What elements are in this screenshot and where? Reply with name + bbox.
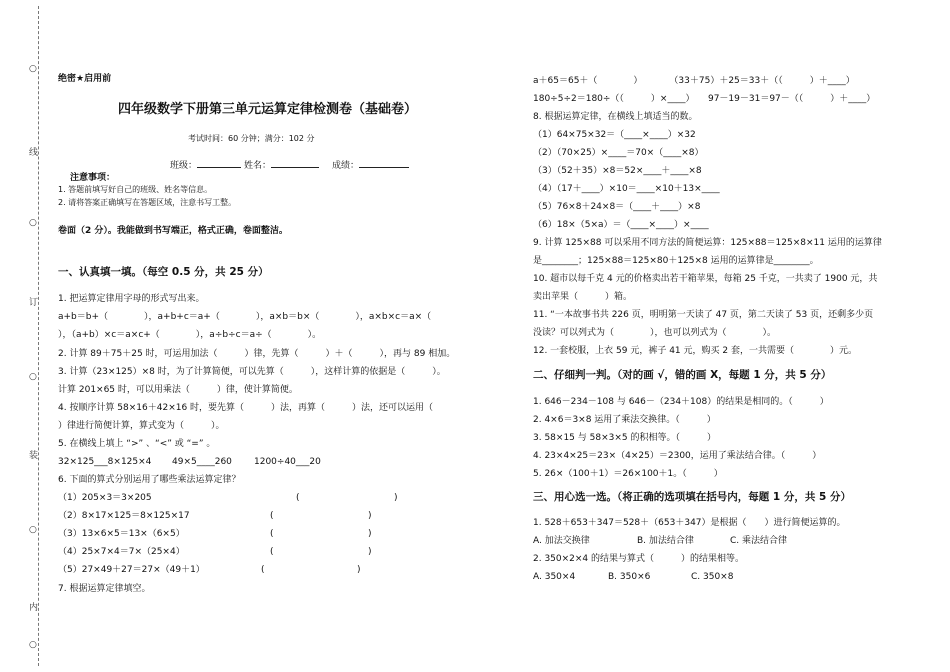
q1-line-b: ），（a+b）×c＝a×c+（ ），a÷b÷c＝a÷（ ）。 (58, 330, 322, 340)
binding-label-zhuang: 装 (29, 451, 39, 461)
q5: 5. 在横线上填上 “>” 、“<” 或 “=” 。 (58, 439, 216, 449)
choice-1-option-b[interactable]: B. 加法结合律 (637, 536, 694, 546)
judge-1: 1. 646－234－108 与 646－（234＋108）的结果是相同的。（ ） (533, 397, 829, 407)
q8: 8. 根据运算定律，在横线上填适当的数。 (533, 112, 698, 122)
binding-dashed-line (38, 6, 39, 666)
q6-item-5: （5）27×49＋27＝27×（49＋1） (58, 565, 205, 575)
judge-2: 2. 4×6＝3×8 运用了乘法交换律。（ ） (533, 415, 716, 425)
note-1: 1. 答题前填写好自己的班级、姓名等信息。 (58, 185, 213, 194)
q6-answer-3-close: ) (368, 529, 372, 539)
judge-3: 3. 58×15 与 58×3×5 的积相等。（ ） (533, 433, 716, 443)
q7: 7. 根据运算定律填空。 (58, 584, 151, 594)
q6-item-1: （1）205×3＝3×205 (58, 493, 152, 503)
q8-item-3: （3）（52＋35）×8＝52×____＋____×8 (533, 166, 702, 176)
q9-line-a: 9. 计算 125×88 可以采用不同方法的简便运算：125×88＝125×8×11 运用的运算律 (533, 238, 882, 248)
q1: 1. 把运算定律用字母的形式写出来。 (58, 294, 205, 304)
q7-line-1: a＋65＝65＋（ ） （33＋75）＋25＝33＋（（ ）＋____） (533, 76, 855, 86)
q4-line-b: ）律进行简便计算，算式变为（ ）。 (58, 421, 225, 431)
neatness-note: 卷面（2 分）。我能做到书写端正，格式正确，卷面整洁。 (58, 226, 288, 236)
right-column (533, 0, 905, 672)
q6: 6. 下面的算式分别运用了哪些乘法运算定律？ (58, 475, 241, 485)
choice-1-option-a[interactable]: A. 加法交换律 (533, 536, 590, 546)
q8-item-5: （5）76×8＋24×8＝（____＋____）×8 (533, 202, 701, 212)
note-2: 2. 请将答案正确填写在答题区域，注意书写工整。 (58, 198, 237, 207)
exam-title: 四年级数学下册第三单元运算定律检测卷（基础卷） (118, 102, 418, 117)
q3-line-a: 3. 计算（23×125）×8 时，为了计算简便，可以先算（ ），这样计算的依据是（ ）。 (58, 367, 446, 377)
score-label: 成绩： (332, 161, 360, 171)
q5-item-c: 1200÷40___20 (254, 457, 321, 467)
q6-answer-1-open[interactable]: ( (296, 493, 300, 503)
q11-line-a: 11. “一本故事书共 226 页，明明第一天读了 47 页，第二天读了 53 页，还剩多少页 (533, 310, 874, 320)
q6-answer-5-open[interactable]: ( (261, 565, 265, 575)
secret-label: 绝密★启用前 (58, 74, 112, 84)
binding-hole: ○ (29, 372, 37, 382)
binding-label-nei: 内 (29, 603, 39, 613)
class-label: 班级： (170, 161, 198, 171)
choice-2: 2. 350×2×4 的结果与算式（ ）的结果相等。 (533, 554, 745, 564)
section1-heading: 一、认真填一填。（每空 0.5 分，共 25 分） (58, 266, 269, 278)
q12: 12. 一套校服，上衣 59 元，裤子 41 元，购买 2 套，一共需要（ ）元。 (533, 346, 857, 356)
q7-line-2: 180÷5÷2＝180÷（（ ）×____） 97－19－31＝97－（（ ）＋____） (533, 94, 876, 104)
q10-line-a: 10. 超市以每千克 4 元的价格卖出若干箱苹果，每箱 25 千克，一共卖了 1900 元，共 (533, 274, 878, 284)
choice-2-option-c[interactable]: C. 350×8 (691, 572, 734, 582)
judge-5: 5. 26×（100＋1）＝26×100＋1。（ ） (533, 469, 723, 479)
q5-item-a: 32×125___8×125×4 (58, 457, 152, 467)
q6-answer-3-open[interactable]: ( (270, 529, 274, 539)
choice-2-option-b[interactable]: B. 350×6 (608, 572, 651, 582)
name-field[interactable] (244, 158, 319, 172)
q5-item-b: 49×5____260 (172, 457, 232, 467)
q2: 2. 计算 89＋75＋25 时，可运用加法（ ）律，先算（ ）＋（ ），再与 89 相加。 (58, 349, 456, 359)
q10-line-b: 卖出苹果（ ）箱。 (533, 292, 633, 302)
binding-hole: ○ (29, 525, 37, 535)
q3-line-b: 计算 201×65 时，可以用乘法（ ）律，使计算简便。 (58, 385, 298, 395)
q6-item-2: （2）8×17×125＝8×125×17 (58, 511, 190, 521)
binding-label-xian: 线 (29, 148, 39, 158)
q6-item-4: （4）25×7×4＝7×（25×4） (58, 547, 185, 557)
binding-hole: ○ (29, 640, 37, 650)
choice-2-option-a[interactable]: A. 350×4 (533, 572, 576, 582)
section2-heading: 二、仔细判一判。（对的画 √，错的画 X，每题 1 分，共 5 分） (533, 369, 832, 381)
exam-info: 考试时间：60 分钟；满分：102 分 (188, 134, 315, 143)
q6-answer-4-close: ) (368, 547, 372, 557)
section3-heading: 三、用心选一选。（将正确的选项填在括号内，每题 1 分，共 5 分） (533, 491, 851, 503)
q9-line-b: 是________；125×88＝125×80＋125×8 运用的运算律是________。 (533, 256, 819, 266)
left-column (58, 0, 476, 672)
q6-answer-4-open[interactable]: ( (270, 547, 274, 557)
q6-answer-5-close: ) (357, 565, 361, 575)
score-field[interactable] (332, 158, 409, 172)
q8-item-6: （6）18×（5×a）＝（____×____）×____ (533, 220, 709, 230)
class-blank[interactable] (197, 158, 241, 168)
q8-item-1: （1）64×75×32＝（____×____）×32 (533, 130, 696, 140)
binding-hole: ○ (29, 218, 37, 228)
q11-line-b: 没读？可以列式为（ ），也可以列式为（ ）。 (533, 328, 777, 338)
class-field[interactable] (170, 158, 241, 172)
notes-title: 注意事项： (70, 173, 116, 183)
q6-answer-2-close: ) (368, 511, 372, 521)
binding-margin (0, 0, 40, 672)
binding-hole: ○ (29, 64, 37, 74)
choice-1-option-c[interactable]: C. 乘法结合律 (730, 536, 788, 546)
q8-item-4: （4）（17＋____）×10＝____×10＋13×____ (533, 184, 720, 194)
judge-4: 4. 23×4×25＝23×（4×25）＝2300，运用了乘法结合律。（ ） (533, 451, 822, 461)
name-blank[interactable] (271, 158, 319, 168)
q6-item-3: （3）13×6×5＝13×（6×5） (58, 529, 185, 539)
choice-1: 1. 528＋653＋347＝528＋（653＋347）是根据（ ）进行简便运算的。 (533, 518, 846, 528)
score-blank[interactable] (359, 158, 409, 168)
q4-line-a: 4. 按顺序计算 58×16＋42×16 时，要先算（ ）法，再算（ ）法，还可以运用（ (58, 403, 434, 413)
name-label: 姓名： (244, 161, 272, 171)
q8-item-2: （2）（70×25）×____＝70×（____×8） (533, 148, 704, 158)
q1-line-a: a+b＝b+（ ），a+b+c＝a+（ ），a×b＝b×（ ），a×b×c＝a×（ (58, 312, 432, 322)
q6-answer-1-close: ) (394, 493, 398, 503)
q6-answer-2-open[interactable]: ( (270, 511, 274, 521)
binding-label-ding: 订 (29, 298, 39, 308)
